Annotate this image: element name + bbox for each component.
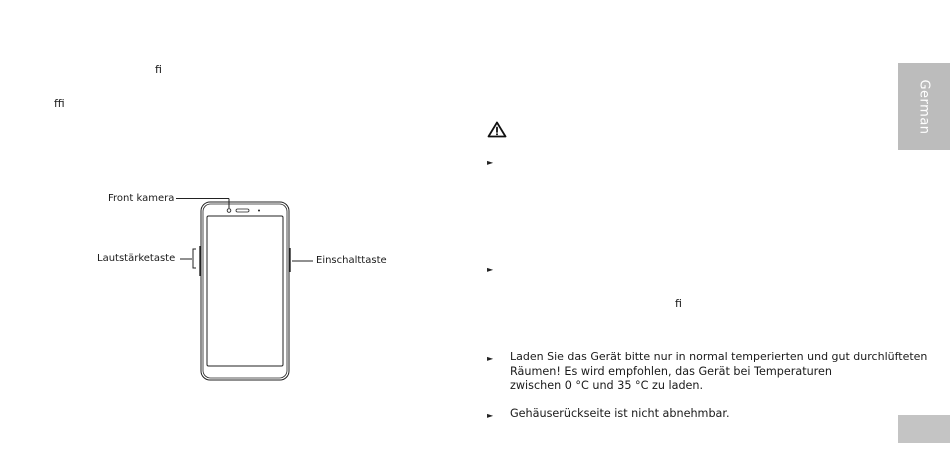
ligature-fi: ﬁ <box>155 63 162 76</box>
charging-line: Laden Sie das Gerät bitte nur in normal temperierten und gut durchlüfteten <box>510 350 928 363</box>
cover-note: Gehäuserückseite ist nicht abnehmbar. <box>510 407 730 420</box>
ligature-ffi: ﬃ <box>54 97 65 110</box>
language-tab-label: German <box>916 78 932 135</box>
sensor-dot <box>258 210 260 212</box>
bullet-marker: ► <box>487 265 494 274</box>
bullet-marker: ► <box>487 411 494 420</box>
charging-instructions <box>510 350 928 394</box>
volume-key-label: Lautstärketaste <box>97 253 176 264</box>
front-camera-dot <box>227 209 231 213</box>
bullet-marker: ► <box>487 354 494 363</box>
front-camera-label: Front kamera <box>108 193 175 204</box>
bullet-marker: ► <box>487 158 494 167</box>
volume-key <box>199 246 201 276</box>
warning-triangle-icon <box>487 121 507 138</box>
language-tab <box>898 63 950 150</box>
charging-line: zwischen 0 °C und 35 °C zu laden. <box>510 379 704 392</box>
earpiece <box>236 209 249 212</box>
power-key-label: Einschalttaste <box>316 255 387 266</box>
ligature-fi: ﬁ <box>675 297 682 310</box>
page-marker-tab <box>898 415 950 443</box>
power-key <box>289 248 291 272</box>
charging-line: Räumen! Es wird empfohlen, das Gerät bei Temperaturen <box>510 364 833 378</box>
